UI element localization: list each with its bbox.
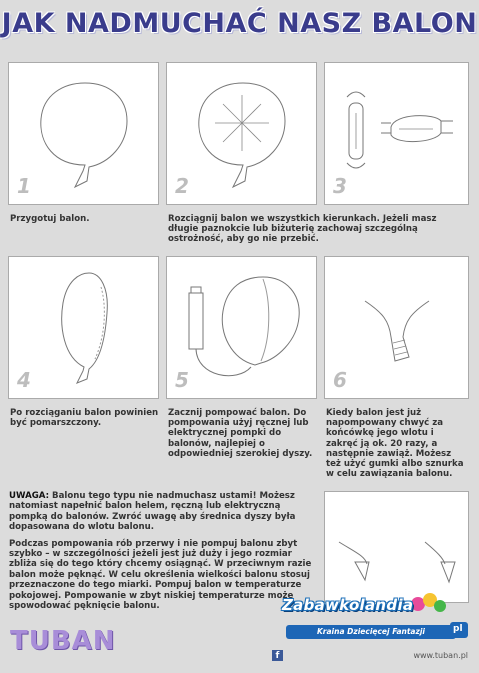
step-number: 3 xyxy=(333,174,347,198)
step-4-card xyxy=(8,256,159,399)
warning-paragraph-2: Podczas pompowania rób przerwy i nie pompuj balonu zbyt szybko – w szczególności jeżeli jest już duży i jego rozmiar zbliża się do tego który chcemy osiągnąć. W przeciwnym razie balon może pęknąć. W celu określenia wielkości balonu stosuj przeznaczone do tego miarki. Pompuj balon w temperaturze pokojowej. Pompowanie w zbyt niskiej temperaturze może spowodować pęknięcie balonu. xyxy=(9,538,312,612)
page-title: JAK NADMUCHAĆ NASZ BALON xyxy=(1,8,478,39)
step-1-card xyxy=(8,62,159,205)
facebook-icon[interactable]: f xyxy=(272,650,283,661)
zabawkolandia-name: Zabawkolandia xyxy=(282,596,414,614)
warning-label: UWAGA: xyxy=(9,491,50,501)
step-2-text: Rozciągnij balon we wszystkich kierunkach. Jeżeli masz długie paznokcie lub biżuterię zachowaj szczególną ostrożność, aby go nie przebić. xyxy=(168,214,437,245)
wrinkled-balloon-illustration xyxy=(9,257,160,400)
step-1-text: Przygotuj balon. xyxy=(10,214,90,224)
step-number: 2 xyxy=(175,174,189,198)
step-2-card xyxy=(166,62,317,205)
step-3-card xyxy=(324,62,469,205)
step-4-text: Po rozciąganiu balon powinien być pomarszczony. xyxy=(10,408,159,429)
zabawkolandia-logo[interactable] xyxy=(268,592,474,648)
tie-balloon-illustration xyxy=(325,492,470,604)
step-number: 5 xyxy=(175,368,189,392)
step-6-card xyxy=(324,256,469,399)
tuban-logo: TUBAN xyxy=(10,626,116,656)
zabawkolandia-suffix: pl xyxy=(453,624,463,634)
stretch-balloon-illustration xyxy=(167,63,318,206)
pump-balloon-illustration xyxy=(167,257,318,400)
step-number: 6 xyxy=(333,368,347,392)
footer-bar xyxy=(270,648,472,666)
step-5-card xyxy=(166,256,317,399)
step-number: 4 xyxy=(17,368,31,392)
warning-paragraph-1: Balonu tego typu nie nadmuchasz ustami! Możesz natomiast napełnić balon helem, ręczną lub elektryczną pompką do balonów. Zwróć uwagę aby średnica dyszy była dopasowana do wlotu balonu. xyxy=(9,491,296,533)
balloon-illustration xyxy=(9,63,160,206)
step-number: 1 xyxy=(17,174,31,198)
step-6-text: Kiedy balon jest już napompowany chwyć za końcówkę jego wlotu i zakręć ją ok. 20 razy, a następnie zawiąż. Możesz też użyć gumki albo sznurka w celu zawiązania balonu. xyxy=(326,408,464,480)
step-7-card xyxy=(324,491,469,603)
step-5-text: Zacznij pompować balon. Do pompowania użyj ręcznej lub elektrycznej pompki do balonów, najlepiej o odpowiedniej szerokiej dyszy. xyxy=(168,408,313,459)
zabawkolandia-tagline: Kraina Dziecięcej Fantazji xyxy=(286,625,456,639)
website-link[interactable]: www.tuban.pl xyxy=(413,651,468,660)
